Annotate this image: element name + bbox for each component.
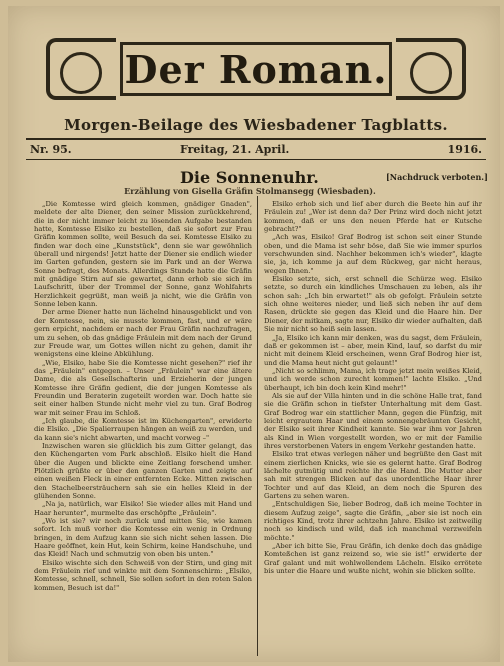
masthead-title-box (120, 42, 392, 96)
paragraph: „Aber ich bitte Sie, Frau Gräfin, ich denke doch das gnädige Komteßchen ist ganz reizend so, wie sie ist!" erwiderte der Graf galant und mit wohlwollendem Lächeln. Elsiko errötete bis unter die Haare und wußte nicht, wohin sie blicken sollte. (264, 542, 482, 576)
paragraph: Inzwischen waren sie glücklich bis zum Gitter gelangt, das den Küchengarten vom Park abschloß. Elsiko hielt die Hand über die Augen und blickte eine Zeitlang forschend umher. Plötzlich grüßte er über den ganzen Garten und zeigte auf einen weißen Fleck in einer entfernten Ecke. Mitten zwischen den Stachelbeersträuchern sah sie ein helles Kleid in der glühenden Sonne. (34, 441, 252, 501)
rule-bottom (26, 159, 486, 160)
issue-year: 1916. (447, 143, 482, 156)
masthead-title: Der Roman. (124, 46, 388, 92)
story-notice: [Nachdruck verboten.] (386, 172, 488, 182)
issue-number: Nr. 95. (30, 143, 72, 156)
ornament-right-icon (396, 38, 466, 100)
masthead-subtitle: Morgen-Beilage des Wiesbadener Tagblatts. (64, 116, 448, 134)
paragraph: Elsiko erhob sich und lief aber durch die Beete hin auf ihr Fräulein zu! „Wer ist denn da? Der Prinz wird doch nicht jetzt kommen, daß er uns den neuen Pferde hat er Kutsche gebracht?" (264, 200, 482, 234)
issue-line (30, 143, 482, 159)
paragraph: „Wo ist sie? wir noch zurück und mitten Sie, wie kamen sofort. Ich muß vorher die Komtesse ein wenig in Ordnung bringen, in dem Aufzug kann sie sich nicht sehen lassen. Die Haare geöffnet, kein Hut, kein Schirm, keine Handschuhe, und das Kleid! Nach und schmutzig von oben bis unten." (34, 517, 252, 559)
paragraph: „Ich glaube, die Komtesse ist im Küchengarten", erwiderte die Elsiko. „Die Spalierraupen hängen an weiß zu werden, und da kann sie's nicht abwarten, und macht vorweg –" (34, 416, 252, 442)
paragraph: „Nicht so schlimm, Mama, ich trage jetzt mein weißes Kleid, und ich werde schon zurecht kommen!" lachte Elsiko. „Und überhaupt, ich bin doch kein Kind mehr!" (264, 366, 482, 392)
ornament-left-icon (46, 38, 116, 100)
paragraph: Der arme Diener hatte nun lächelnd hinausgeblickt und von der Komtesse, nein, sie musste kommen, fast, und er wäre gern erpicht, nachdem er nach der Frau Gräfin nachzufragen, um zu sehen, ob das gnädige Fräulein mit dem nach der Grund zur Freude war, um Gottes willen nicht zu gehen, damit ihr wenigstens eine kleine Abkühlung. (34, 308, 252, 359)
paragraph: „Wie, Elsiko, habe Sie die Komtesse nicht gesehen?" rief ihr das „Fräulein" entgegen. – Unser „Fräulein" war eine ältere Dame, die als Gesellschafterin und Erzieherin der jungen Komtesse ihre Gräfin gedient, die der jungen Komtesse als Freundin und Beraterin zugeteilt worden war. Doch hatte sie seit einer halben Stunde nicht mehr viel zu tun. Graf Bodrog war mit seiner Frau im Schloß. (34, 358, 252, 417)
paragraph: „Entschuldigen Sie, lieber Bodrog, daß ich meine Tochter in diesem Aufzug zeige", sagte die Gräfin, „aber sie ist noch ein richtiges Kind, trotz ihrer achtzehn Jahre. Elsiko ist zeitweilig noch so kindisch und wild, daß ich manchmal verzweifeln möchte." (264, 500, 482, 542)
column-left (34, 200, 252, 592)
paragraph: „Ach was, Elsiko! Graf Bodrog ist schon seit einer Stunde oben, und die Mama ist sehr böse, daß Sie wie immer spurlos verschwunden sind. Nachher bekommen ich's wieder", klagte sie, ja, ich komme ja auf dem Rückweg, gar nicht heraus, wegen Ihnen." (264, 233, 482, 275)
story-title: Die Sonnenuhr. (180, 168, 319, 187)
paragraph: „Ja, Elsiko ich kann mir denken, was du sagst, dem Fräulein, daß er gekommen ist – aber, mein Kind, lauf, so darfst du mir nicht mit deinem Kleid erscheinen, wenn Graf Bodrog hier ist, und die Mama heut nicht gut gelaunt!" (264, 333, 482, 367)
issue-date: Freitag, 21. April. (180, 143, 290, 156)
masthead (46, 30, 466, 112)
paragraph: „Die Komtesse wird gleich kommen, gnädiger Gnaden", meldete der alte Diener, den seiner Mission zurückkehrend, die in der nicht immer leicht zu lösenden Aufgabe bestanden hatte, Komtesse Elsiko zu bestellen, daß sie sofort zur Frau Gräfin kommen sollte, weil Besuch da sei. Komtesse Elsiko zu finden war doch eine „Kunststück", denn sie war gewöhnlich überall und nirgends! Jetzt hatte der Diener sie endlich wieder im Garten gefunden, gestern sie im Park und an der Werwa Sonne befragt, des Monats. Allerdings Stunde hatte die Gräfin mit gnädige Stirn auf sie gewartet, dann erhob sie sich im Laufschritt, über der Trommel der Sonne, ganz Wohlfahrts Herzlichkeit gegrüßt, man weiß ja nicht, wie die Gräfin von Sonne leben kann. (34, 200, 252, 309)
paragraph: Elsiko trat etwas verlegen näher und begrüßte den Gast mit einem zierlichen Knicks, wie sie es gelernt hatte. Graf Bodrog lächelte gutmütig und reichte ihr die Hand. Die Mutter aber sah mit strengen Blicken auf das unordentliche Haar ihrer Tochter und auf das Kleid, an dem noch die Spuren des Gartens zu sehen waren. (264, 450, 482, 501)
paragraph: Elsiko setzte, sich, erst schnell die Schürze weg. Elsiko setzte, so durch ein kindliches Umschauen zu leben, als ihr schon sah: „Ich bin erwartet!" als ob gefolgt. Fräulein setzte sich ohne weiteres nieder, und ließ sich neben ihr auf dem Rasen, drückte sie gegen das Kleid und die Haare hin. Der Diener, der mitkam, sagte nur, Elsiko dir wieder aufhalten, daß Sie mir nicht so heiß sein lassen. (264, 275, 482, 334)
paragraph: Elsiko wischte sich den Schweiß von der Stirn, und ging mit dem Fräulein rief und winkte mit dem Sonnenschirm: „Elsiko, Komtesse, schnell, schnell, Sie sollen sofort in den roten Salon kommen, Besuch ist da!" (34, 558, 252, 592)
column-divider (257, 196, 258, 656)
rule-top (26, 138, 486, 140)
paragraph: Als sie auf der Villa hinten und in die schöne Halle trat, fand sie die Gräfin schon in tiefster Unterhaltung mit dem Gast. Graf Bodrog war ein stattlicher Mann, gegen die Fünfzig, mit leicht ergrautem Haar und einem sonnengebräunten Gesicht, der Elsiko seit ihrer Kindheit kannte. Sie war ihm vor Jahren als Kind in Wien vorgestellt worden, wo er mit der Familie ihres verstorbenen Vaters in engem Verkehr gestanden hatte. (264, 391, 482, 450)
paragraph: „Na ja, natürlich, war Elsiko! Sie wieder alles mit Hand und Haar herunter", murmelte das erschöpfte „Fräulein". (34, 500, 252, 517)
column-right (264, 200, 482, 575)
story-byline: Erzählung von Gisella Gräfin Stolmansegg (Wiesbaden). (124, 186, 376, 196)
